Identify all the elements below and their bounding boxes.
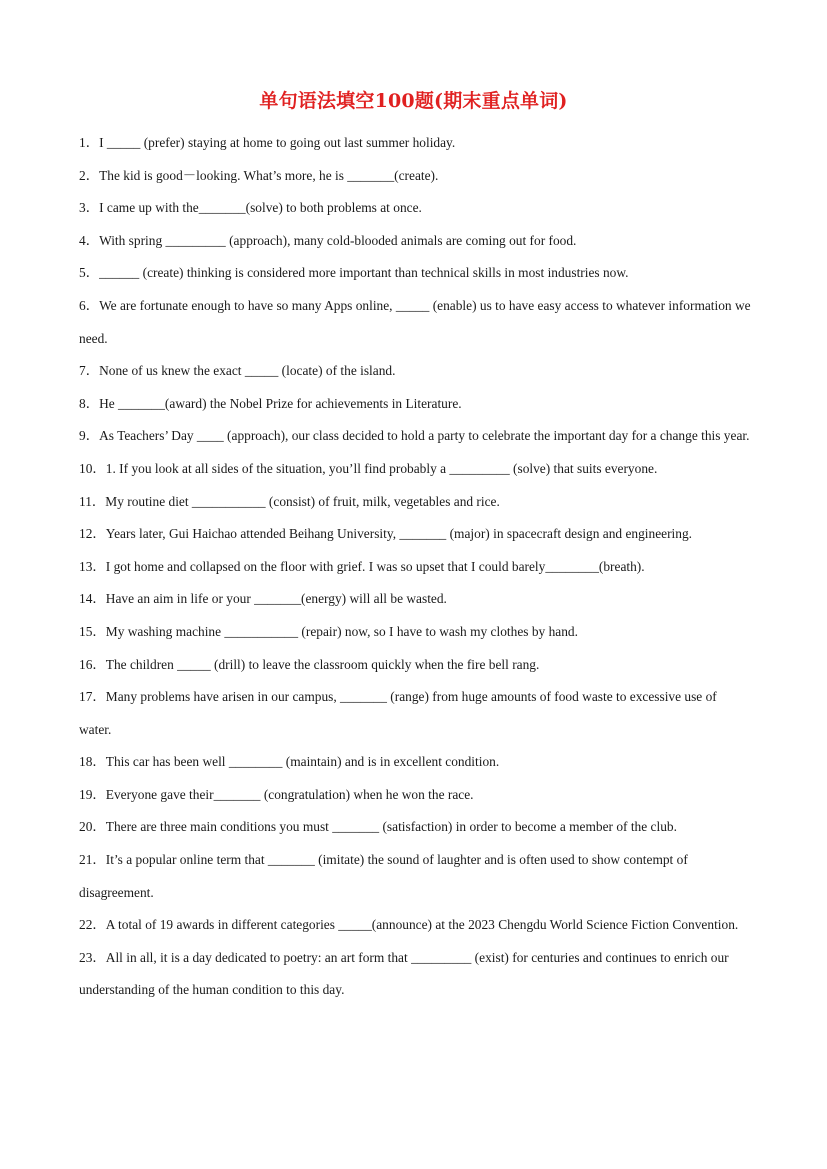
question-list [79, 127, 751, 1007]
question-item: 11．My routine diet ___________ (consist) of fruit, milk, vegetables and rice. [79, 493, 500, 509]
question-item: 1．I _____ (prefer) staying at home to going out last summer holiday. [79, 135, 456, 150]
question-item: 16．The children _____ (drill) to leave the classroom quickly when the fire bell rang. [79, 656, 540, 672]
page-title: 单句语法填空100题(期末重点单词) [259, 90, 568, 112]
question-item: 9．As Teachers’ Day ____ (approach), our class decided to hold a party to celebrate the important day for a change this year. [79, 428, 750, 444]
question-item: 14．Have an aim in life or your _______(energy) will all be wasted. [79, 591, 447, 607]
question-item: 15．My washing machine ___________ (repair) now, so I have to wash my clothes by hand. [79, 623, 578, 639]
question-item: 4．With spring _________ (approach), many cold-blooded animals are coming out for food. [79, 232, 577, 248]
question-item: 8．He _______(award) the Nobel Prize for achievements in Literature. [79, 395, 462, 411]
question-item: 3．I came up with the_______(solve) to both problems at once. [79, 200, 422, 216]
question-item: 2．The kid is good－looking. What’s more, he is _______(create). [79, 167, 439, 183]
question-item: 12．Years later, Gui Haichao attended Beihang University, _______ (major) in spacecraft design and engineering. [79, 526, 693, 542]
question-item: 7．None of us knew the exact _____ (locate) of the island. [79, 363, 396, 379]
question-item: 23．All in all, it is a day dedicated to poetry: an art form that _________ (exist) for centuries and continues to enrich our understanding of the human condition to this day. [79, 949, 729, 998]
question-item: 17．Many problems have arisen in our campus, _______ (range) from huge amounts of food waste to excessive use of water. [79, 689, 717, 737]
question-item: 13．I got home and collapsed on the floor with grief. I was so upset that I could barely________(breath). [79, 558, 645, 574]
question-item: 10．1. If you look at all sides of the situation, you’ll find probably a _________ (solve) that suits everyone. [79, 460, 658, 476]
question-item: 20．There are three main conditions you must _______ (satisfaction) in order to become a member of the club. [79, 819, 677, 835]
question-item: 21．It’s a popular online term that _______ (imitate) the sound of laughter and is often used to show contempt of disagreement. [79, 852, 688, 900]
question-item: 6．We are fortunate enough to have so many Apps online, _____ (enable) us to have easy access to whatever information we need. [79, 297, 751, 346]
question-item: 18．This car has been well ________ (maintain) and is in excellent condition. [79, 754, 500, 770]
question-item: 22．A total of 19 awards in different categories _____(announce) at the 2023 Chengdu World Science Fiction Convention. [79, 917, 739, 933]
question-item: 19．Everyone gave their_______ (congratulation) when he won the race. [79, 786, 474, 802]
question-item: 5．______ (create) thinking is considered more important than technical skills in most industries now. [79, 265, 629, 281]
